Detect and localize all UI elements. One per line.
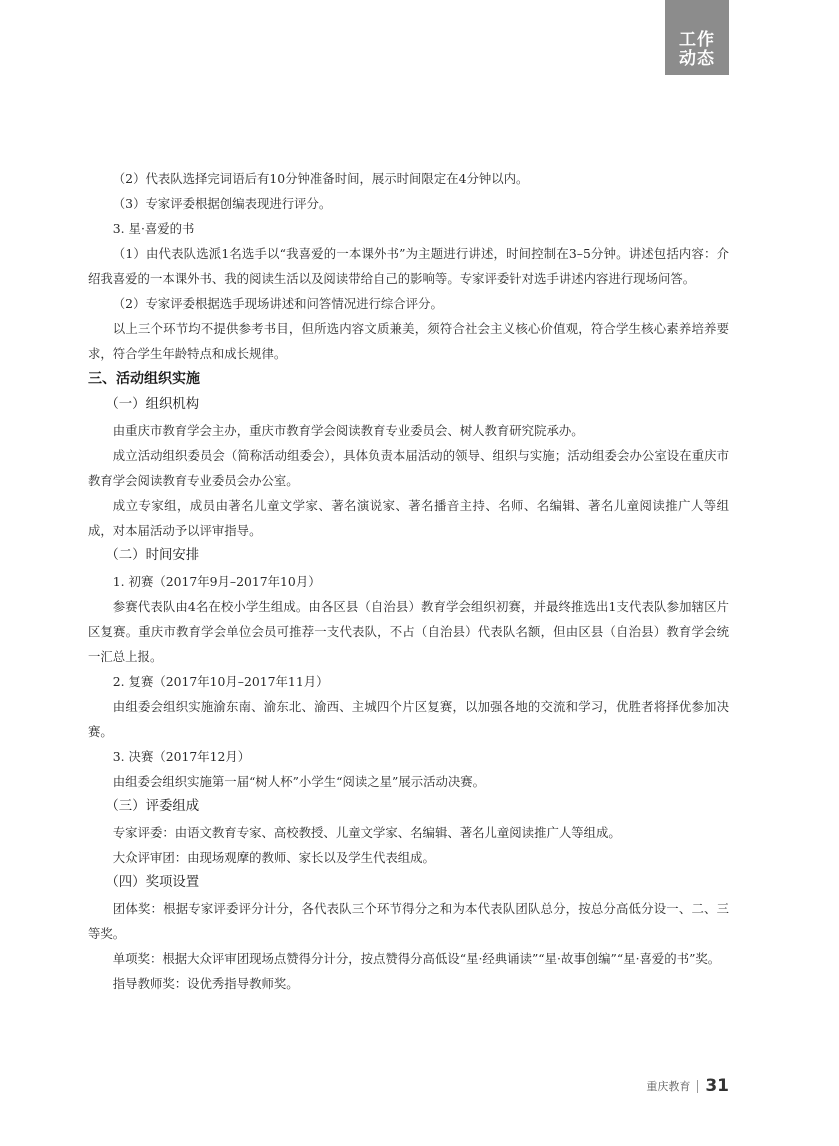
paragraph: 由组委会组织实施渝东南、渝东北、渝西、主城四个片区复赛，以加强各地的交流和学习，优胜者将择优参加决赛。 [88,699,729,739]
subsection-heading: （一）组织机构 [105,397,200,412]
section-heading: 三、活动组织实施 [88,371,200,387]
paragraph: 成立活动组织委员会（简称活动组委会），具体负责本届活动的领导、组织与实施；活动组委会办公室设在重庆市教育学会阅读教育专业委员会办公室。 [88,448,729,488]
paragraph: 成立专家组，成员由著名儿童文学家、著名演说家、著名播音主持、名师、名编辑、著名儿童阅读推广人等组成，对本届活动予以评审指导。 [88,498,729,538]
section-tab [665,0,729,75]
paragraph: （3）专家评委根据创编表现进行评分。 [112,196,332,211]
paragraph: 2. 复赛（2017年10月–2017年11月） [112,674,329,689]
paragraph: 指导教师奖：设优秀指导教师奖。 [112,976,299,991]
section-tab-line2: 动态 [679,49,715,69]
magazine-name: 重庆教育 [646,1080,691,1093]
section-tab-line1: 工作 [679,30,715,50]
paragraph: 由组委会组织实施第一届“树人杯”小学生“阅读之星”展示活动决赛。 [112,774,486,789]
paragraph: 1. 初赛（2017年9月–2017年10月） [112,574,321,589]
footer-divider [697,1080,698,1093]
paragraph: （1）由代表队选派1名选手以“我喜爱的一本课外书”为主题进行讲述，时间控制在3–5分钟。讲述包括内容：介绍我喜爱的一本课外书、我的阅读生活以及阅读带给自己的影响等。专家评委针对选手讲述内容进行现场问答。 [88,246,729,286]
paragraph: 团体奖：根据专家评委评分计分，各代表队三个环节得分之和为本代表队团队总分，按总分高低分设一、二、三等奖。 [88,901,729,941]
paragraph: 专家评委：由语文教育专家、高校教授、儿童文学家、名编辑、著名儿童阅读推广人等组成。 [112,825,621,840]
paragraph: 由重庆市教育学会主办，重庆市教育学会阅读教育专业委员会、树人教育研究院承办。 [112,423,584,438]
paragraph: 以上三个环节均不提供参考书目，但所选内容文质兼美，须符合社会主义核心价值观，符合学生核心素养培养要求，符合学生年龄特点和成长规律。 [88,321,729,361]
paragraph: 参赛代表队由4名在校小学生组成。由各区县（自治县）教育学会组织初赛，并最终推选出1支代表队参加辖区片区复赛。重庆市教育学会单位会员可推荐一支代表队，不占（自治县）代表队名额，但由区县（自治县）教育学会统一汇总上报。 [88,599,729,664]
page-footer [646,1076,729,1096]
paragraph: （2）代表队选择完词语后有10分钟准备时间，展示时间限定在4分钟以内。 [112,171,529,186]
article-body [88,166,729,996]
subsection-heading: （三）评委组成 [105,799,200,814]
subsection-heading: （二）时间安排 [105,548,200,563]
paragraph: 大众评审团：由现场观摩的教师、家长以及学生代表组成。 [112,850,435,865]
page-number: 31 [705,1076,729,1096]
paragraph: 单项奖：根据大众评审团现场点赞得分计分，按点赞得分高低设“星·经典诵读”“星·故事创编”“星·喜爱的书”奖。 [112,951,721,966]
subsection-heading: （四）奖项设置 [105,875,200,890]
paragraph: 3. 决赛（2017年12月） [112,749,251,764]
paragraph: （2）专家评委根据选手现场讲述和问答情况进行综合评分。 [112,296,443,311]
paragraph: 3. 星·喜爱的书 [112,221,195,236]
